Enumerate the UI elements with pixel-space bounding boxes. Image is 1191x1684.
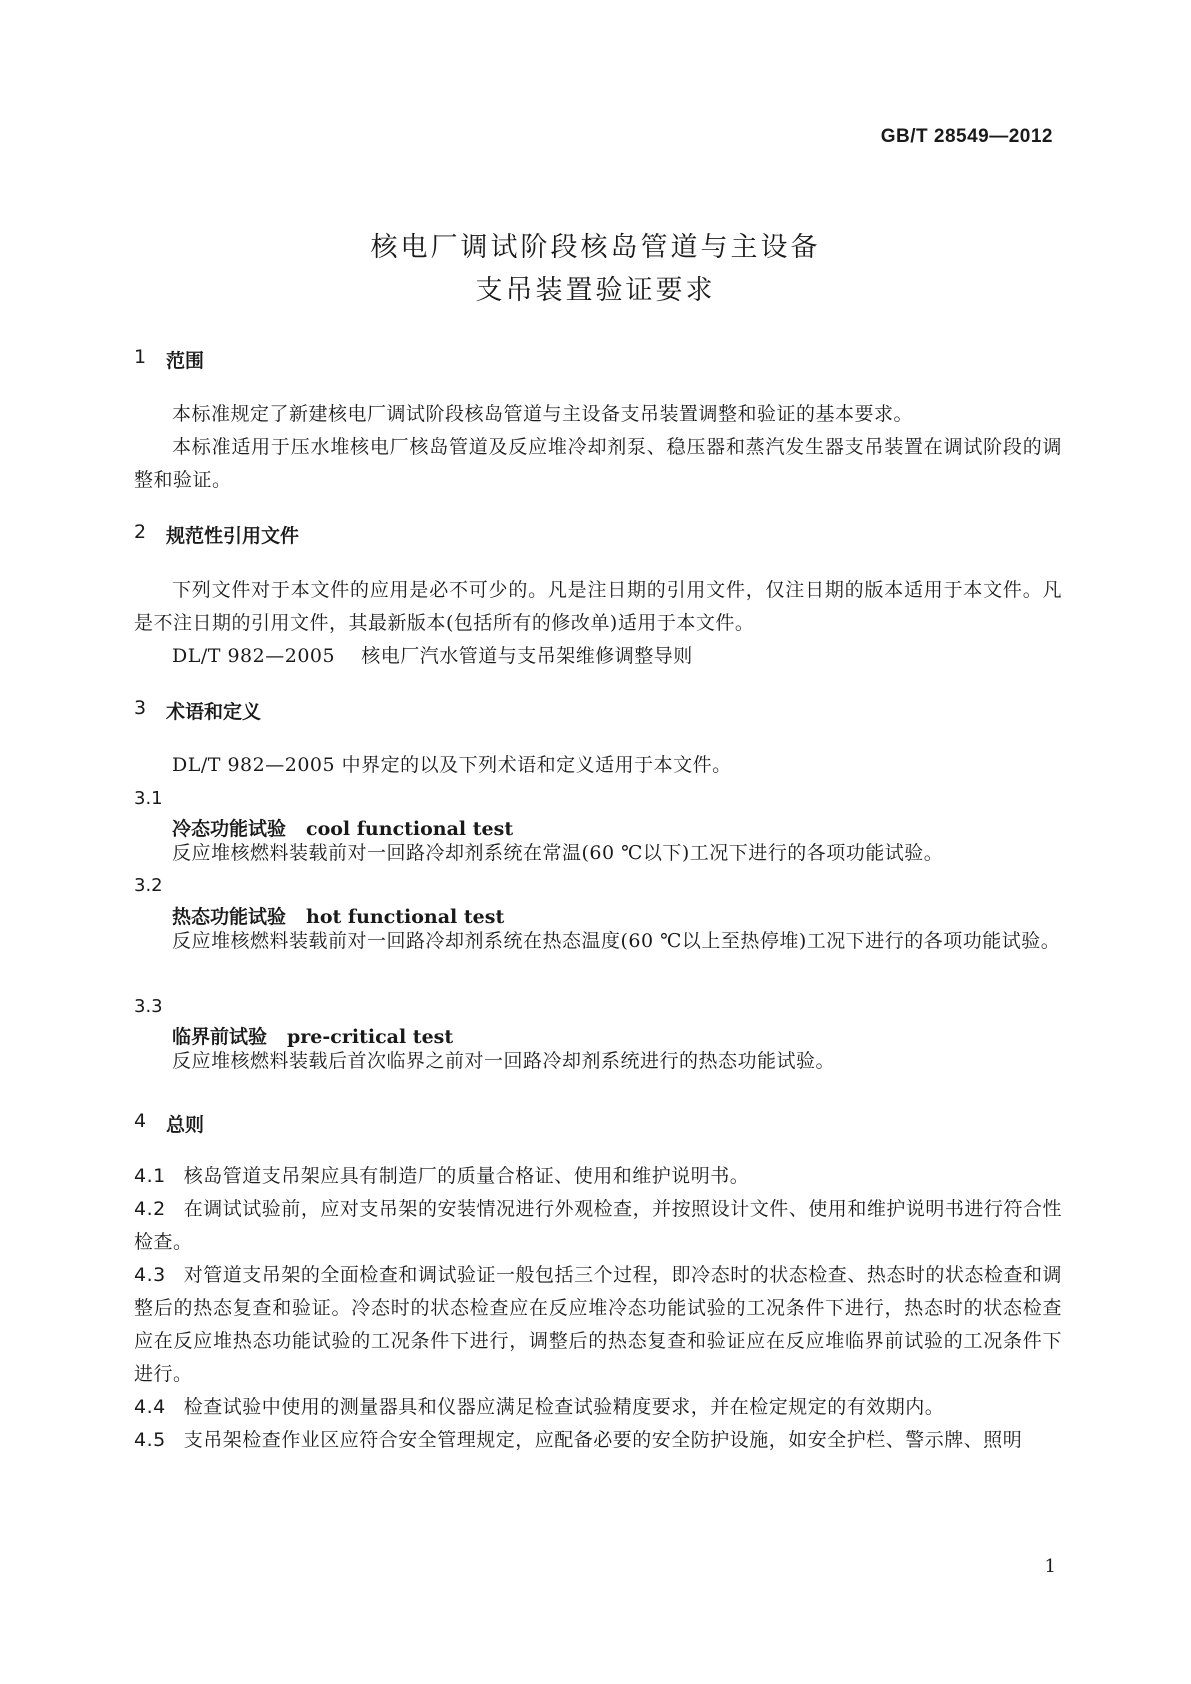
- term-definition: 反应堆核燃料装载后首次临界之前对一回路冷却剂系统进行的热态功能试验。: [172, 1050, 836, 1072]
- clause-4-2: [134, 1193, 1062, 1259]
- page-number: 1: [1044, 1556, 1056, 1577]
- section-number: 1: [134, 346, 147, 368]
- section-2-paragraph: 下列文件对于本文件的应用是必不可少的。凡是注日期的引用文件，仅注日期的版本适用于本文件。凡是不注日期的引用文件，其最新版本(包括所有的修改单)适用于本文件。: [134, 579, 1062, 634]
- term-english: cool functional test: [306, 818, 514, 840]
- term-english: pre-critical test: [287, 1026, 454, 1048]
- clause-text: 核岛管道支吊架应具有制造厂的质量合格证、使用和维护说明书。: [183, 1165, 750, 1187]
- section-title: 范围: [166, 350, 205, 372]
- clause-number: 4.3: [134, 1264, 166, 1286]
- section-number: 2: [134, 521, 147, 543]
- section-2-heading: [134, 521, 299, 548]
- term-english: hot functional test: [306, 906, 505, 928]
- term-number: 3.3: [134, 996, 163, 1017]
- section-title: 规范性引用文件: [166, 525, 300, 547]
- clause-number: 4.1: [134, 1165, 166, 1187]
- section-3-heading: [134, 697, 261, 724]
- section-title: 总则: [166, 1114, 205, 1136]
- document-title-line-1: 核电厂调试阶段核岛管道与主设备: [370, 232, 821, 263]
- section-4-heading: [134, 1110, 204, 1137]
- document-title-line-2: 支吊装置验证要求: [475, 275, 716, 306]
- section-1-heading: [134, 346, 204, 373]
- term-chinese: 热态功能试验: [172, 906, 287, 928]
- term-definition: 反应堆核燃料装载前对一回路冷却剂系统在常温(60 ℃以下)工况下进行的各项功能试验。: [172, 842, 944, 864]
- clause-number: 4.4: [134, 1396, 166, 1418]
- term-chinese: 临界前试验: [172, 1026, 268, 1048]
- clause-text: 对管道支吊架的全面检查和调试验证一般包括三个过程，即冷态时的状态检查、热态时的状态检查和调整后的热态复查和验证。冷态时的状态检查应在反应堆冷态功能试验的工况条件下进行，热态时的状态检查应在反应堆热态功能试验的工况条件下进行，调整后的热态复查和验证应在反应堆临界前试验的工况条件下进行。: [134, 1264, 1062, 1385]
- clause-4-3: [134, 1259, 1062, 1391]
- section-1-paragraph-2: 本标准适用于压水堆核电厂核岛管道及反应堆冷却剂泵、稳压器和蒸汽发生器支吊装置在调试阶段的调整和验证。: [134, 436, 1062, 491]
- section-3-intro: DL/T 982—2005 中界定的以及下列术语和定义适用于本文件。: [172, 754, 732, 776]
- normative-reference: DL/T 982—2005 核电厂汽水管道与支吊架维修调整导则: [172, 645, 693, 667]
- term-definition: 反应堆核燃料装载前对一回路冷却剂系统在热态温度(60 ℃以上至热停堆)工况下进行的各项功能试验。: [172, 930, 1061, 952]
- clause-text: 在调试试验前，应对支吊架的安装情况进行外观检查，并按照设计文件、使用和维护说明书进行符合性检查。: [134, 1198, 1062, 1253]
- term-chinese: 冷态功能试验: [172, 818, 287, 840]
- clause-4-1: [134, 1160, 1062, 1193]
- clause-number: 4.2: [134, 1198, 166, 1220]
- term-number: 3.2: [134, 875, 163, 896]
- term-number: 3.1: [134, 788, 163, 809]
- section-title: 术语和定义: [166, 701, 262, 723]
- clause-4-5: [134, 1424, 1062, 1457]
- clause-text: 检查试验中使用的测量器具和仪器应满足检查试验精度要求，并在检定规定的有效期内。: [183, 1396, 945, 1418]
- clause-number: 4.5: [134, 1429, 166, 1451]
- section-1-paragraph-1: 本标准规定了新建核电厂调试阶段核岛管道与主设备支吊装置调整和验证的基本要求。: [172, 403, 914, 425]
- section-number: 3: [134, 697, 147, 719]
- standard-code: GB/T 28549—2012: [880, 126, 1053, 147]
- clause-text: 支吊架检查作业区应符合安全管理规定，应配备必要的安全防护设施，如安全护栏、警示牌、照明: [183, 1429, 1023, 1451]
- section-number: 4: [134, 1110, 147, 1132]
- clause-4-4: [134, 1391, 1062, 1424]
